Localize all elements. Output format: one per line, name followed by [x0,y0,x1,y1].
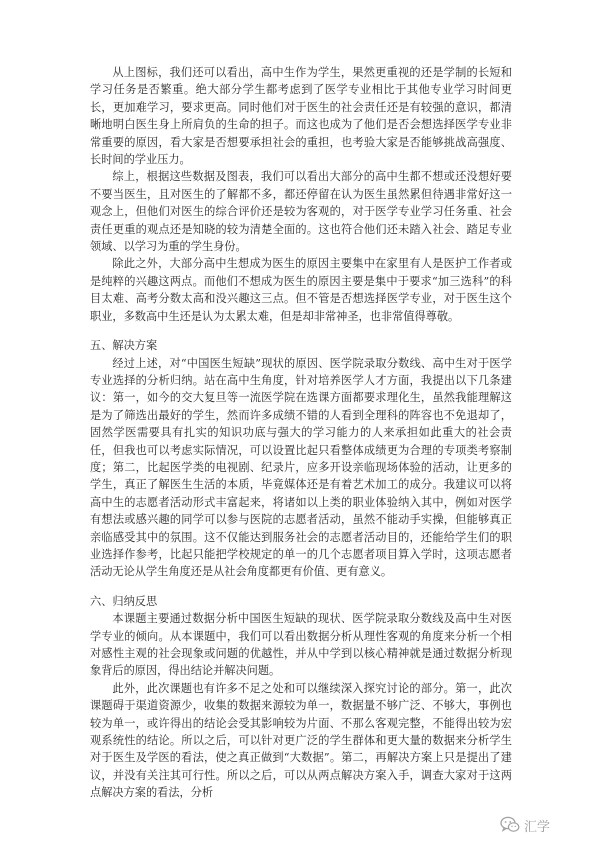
wechat-icon [500,816,520,834]
watermark-text: 汇学 [524,819,551,835]
paragraph-schooling-length: 从上图标，我们还可以看出，高中生作为学生，果然更重视的还是学制的长短和学习任务是否繁重。绝大部分学生都考虑到了医学专业相比于其他专业学习时间更长，更加难学习，要求更高。同时他们对于医生的社会责任还是有较强的意识，都清晰地明白医生身上所肩负的生命的担子。而这也成为了他们是否会想选择医学专业非常重要的原因，看大家是否想要承担社会的重担，也考验大家是否能够挑战高强度、长时间的学业压力。 [90,66,512,167]
paragraph-reflection-main: 本课题主要通过数据分析中国医生短缺的现状、医学院录取分数线及高中生对医学专业的倾向。从本课题中，我们可以看出数据分析从理性客观的角度来分析一个相对感性主观的社会现象或问题的优越性，并从中学到以核心精神就是通过数据分析现象背后的原因，得出结论并解决问题。 [90,612,512,678]
paragraph-reflection-shortcomings: 此外，此次课题也有许多不足之处和可以继续深入探究讨论的部分。第一，此次课题碍于渠道资源少，收集的数据来源较为单一，数据量不够广泛、不够大，事例也较为单一，或许得出的结论会受其影响较为片面、不那么客观完整，不能得出较为宏观系统性的结论。所以之后，可以针对更广泛的学生群体和更大量的数据来分析学生对于医生及学医的看法，使之真正做到“大数据”。第二，再解决方案上只是提出了建议，并没有关注其可行性。所以之后，可以从两点解决方案入手，调查大家对于这两点解决方案的看法，分析 [90,681,512,800]
paragraph-solutions: 经过上述，对“中国医生短缺”现状的原因、医学院录取分数线、高中生对于医学专业选择的分析归纳。站在高中生角度，针对培养医学人才方面，我提出以下几条建议：第一，如今的交大复旦等一流医学院在选课方面都要求理化生，虽然我能理解这是为了筛选出最好的学生，然而许多成绩不错的人看到全理科的阵容也不免退却了，固然学医需要具有扎实的知识功底与强大的学习能力的人来承担如此重大的社会责任，但我也可以考虑实际情况，可以设置比起只看整体成绩更为合理的专项类考察制度；第二，比起医学类的电视剧、纪录片，应多开设亲临现场体验的活动，让更多的学生，真正了解医生生活的本质，毕竟媒体还是有着艺术加工的成分。我建议可以将高中生的志愿者活动形式丰富起来，将诸如以上类的职业体验纳入其中，例如对医学有想法或感兴趣的同学可以参与医院的志愿者活动，虽然不能动手实操，但能够真正亲临感受其中的氛围。这不仅能达到服务社会的志愿者活动目的，还能给学生们的职业选择作参考，比起只能把学校规定的单一的几个志愿者项目算入学时，这项志愿者活动无论从学生角度还是从社会角度都更有价值、更有意义。 [90,356,512,579]
paragraph-summary: 综上，根据这些数据及图表，我们可以看出大部分的高中生都不想或还没想好要不要当医生，且对医生的了解都不多，都还停留在认为医生虽然累但待遇非常好这一观念上，但他们对医生的综合评价还是较为客观的，对于医学专业学习任务重、社会责任更重的观点还是知晓的较为清楚全面的。这也符合他们还未踏入社会、踏足专业领域、以学习为重的学生身份。 [90,170,512,254]
section-spacer [90,325,512,329]
watermark [500,814,550,836]
section-spacer [90,581,512,585]
paragraph-reasons: 除此之外，大部分高中生想成为医生的原因主要集中在家里有人是医护工作者或是纯粹的兴趣这两点。而他们不想成为医生的原因主要是集中于要求“加三选科”的科目太难、高考分数太高和没兴趣这三点。但不管是否想选择医学专业，对于医生这个职业，多数高中生还是认为太累太难，但是却非常神圣，也非常值得尊敬。 [90,257,512,323]
section-heading-solutions: 五、解决方案 [90,339,158,353]
section-heading-reflection: 六、归纳反思 [90,594,158,608]
document-body [90,64,512,802]
